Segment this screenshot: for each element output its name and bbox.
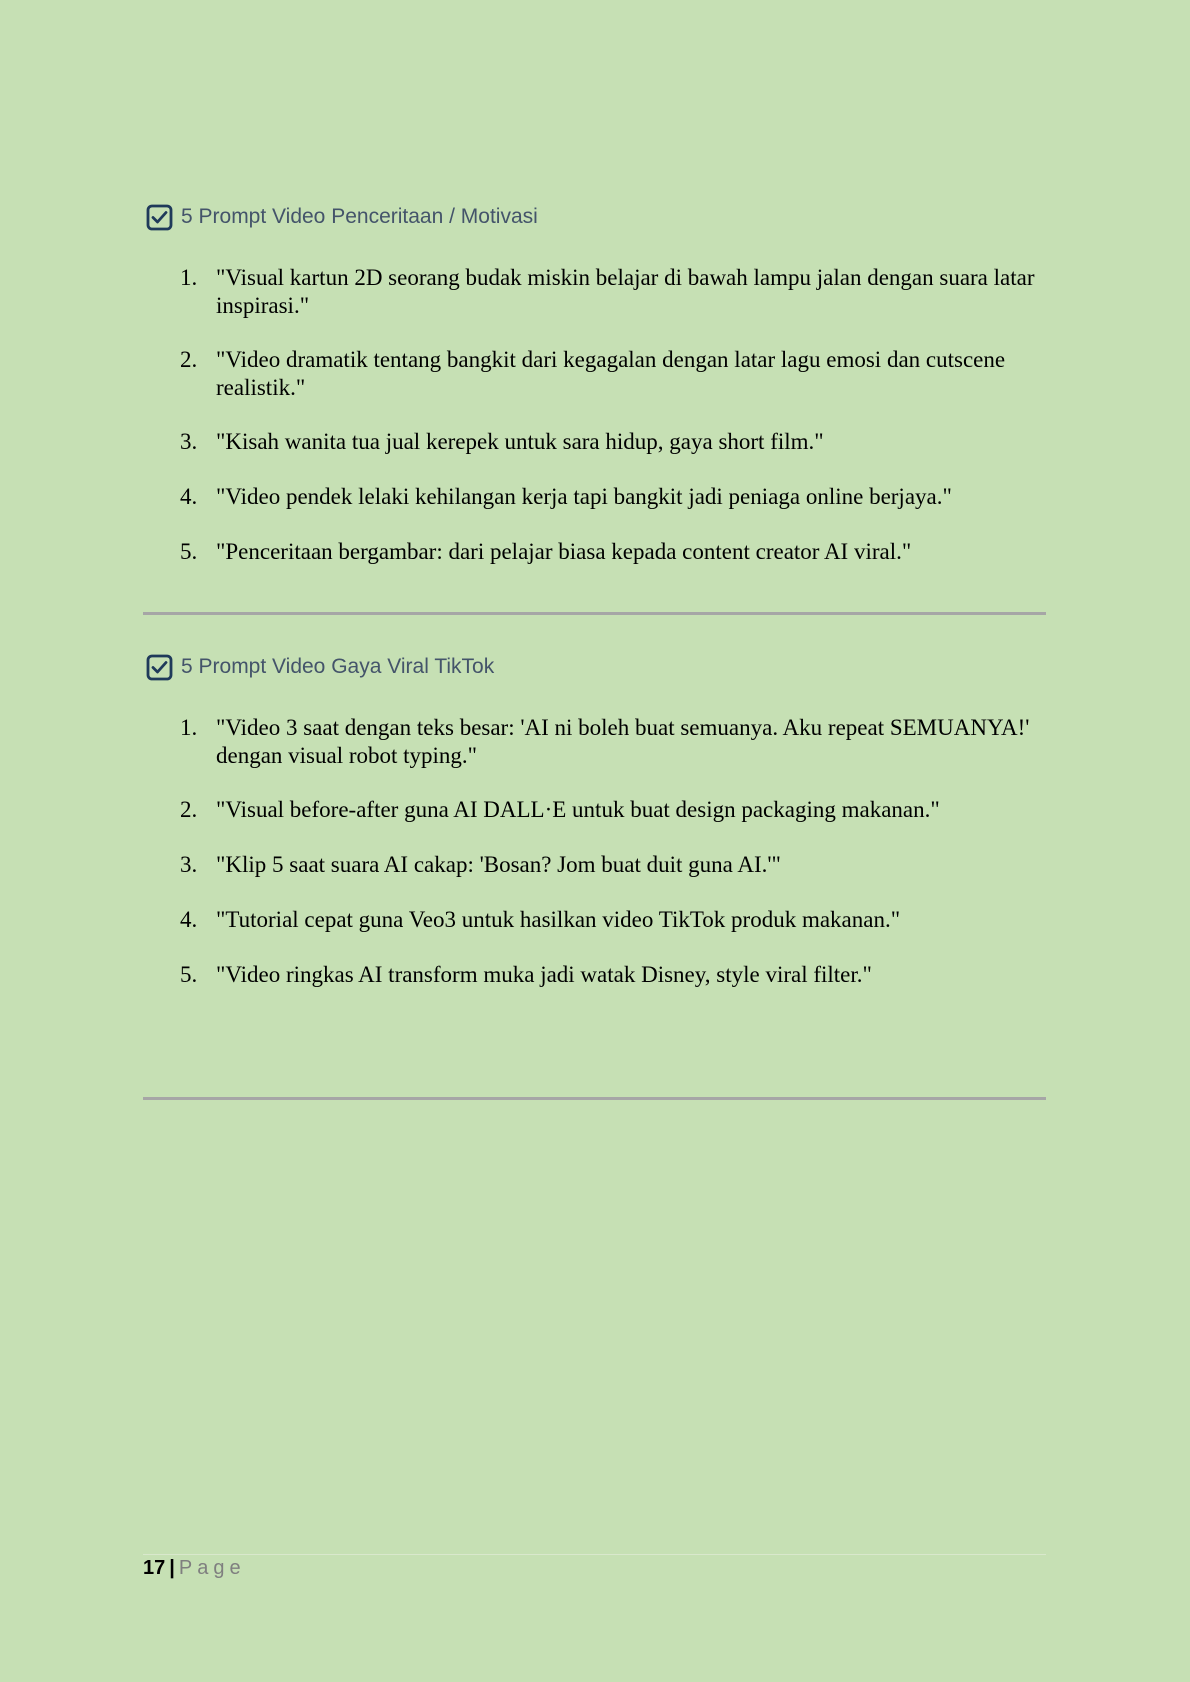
list-item	[180, 906, 1056, 934]
list-item	[180, 346, 1056, 402]
list-item-text: "Video 3 saat dengan teks besar: 'AI ni boleh buat semuanya. Aku repeat SEMUANYA!' dengan visual robot typing."	[216, 715, 1030, 768]
list-item-number: 3.	[180, 852, 198, 877]
footer-separator: |	[169, 1557, 175, 1579]
section-heading	[146, 202, 1046, 232]
list-item-text: "Tutorial cepat guna Veo3 untuk hasilkan video TikTok produk makanan."	[216, 907, 901, 932]
list-item	[180, 796, 1056, 824]
list-item-text: "Video pendek lelaki kehilangan kerja tapi bangkit jadi peniaga online berjaya."	[216, 484, 952, 509]
list-item-text: "Video ringkas AI transform muka jadi watak Disney, style viral filter."	[216, 962, 872, 987]
section-divider	[143, 612, 1046, 615]
list-item-text: "Visual kartun 2D seorang budak miskin belajar di bawah lampu jalan dengan suara latar inspirasi."	[216, 265, 1035, 318]
footer-divider	[143, 1554, 1046, 1555]
section-heading-text: 5 Prompt Video Gaya Viral TikTok	[181, 655, 495, 678]
list-item-number: 1.	[180, 715, 198, 740]
list-item	[180, 961, 1056, 989]
section-divider	[143, 1097, 1046, 1100]
section-viral-tiktok	[146, 652, 1046, 682]
list-item-number: 4.	[180, 907, 198, 932]
list-item-text: "Kisah wanita tua jual kerepek untuk sara hidup, gaya short film."	[216, 429, 824, 454]
page-footer	[143, 1557, 246, 1580]
list-item-number: 5.	[180, 539, 198, 564]
list-item	[180, 483, 1056, 511]
page-number: 17	[143, 1557, 166, 1579]
list-item-number: 3.	[180, 429, 198, 454]
checkbox-checked-icon	[146, 654, 173, 681]
list-item-text: "Penceritaan bergambar: dari pelajar biasa kepada content creator AI viral."	[216, 539, 912, 564]
list-item	[180, 851, 1056, 879]
list-item	[180, 428, 1056, 456]
list-item-text: "Visual before-after guna AI DALL·E untuk buat design packaging makanan."	[216, 797, 940, 822]
section-penceritaan	[146, 202, 1046, 232]
list-item-number: 2.	[180, 347, 198, 372]
list-item-number: 2.	[180, 797, 198, 822]
checkbox-checked-icon	[146, 204, 173, 231]
list-item-text: "Video dramatik tentang bangkit dari kegagalan dengan latar lagu emosi dan cutscene realistik."	[216, 347, 1006, 400]
section-heading	[146, 652, 1046, 682]
list-item	[180, 714, 1056, 770]
list-item-text: "Klip 5 saat suara AI cakap: 'Bosan? Jom buat duit guna AI.'"	[216, 852, 781, 877]
list-item-number: 4.	[180, 484, 198, 509]
list-item-number: 5.	[180, 962, 198, 987]
list-item	[180, 538, 1056, 566]
section-heading-text: 5 Prompt Video Penceritaan / Motivasi	[181, 205, 538, 228]
list-item	[180, 264, 1056, 320]
list-item-number: 1.	[180, 265, 198, 290]
page-label: Page	[178, 1557, 246, 1579]
